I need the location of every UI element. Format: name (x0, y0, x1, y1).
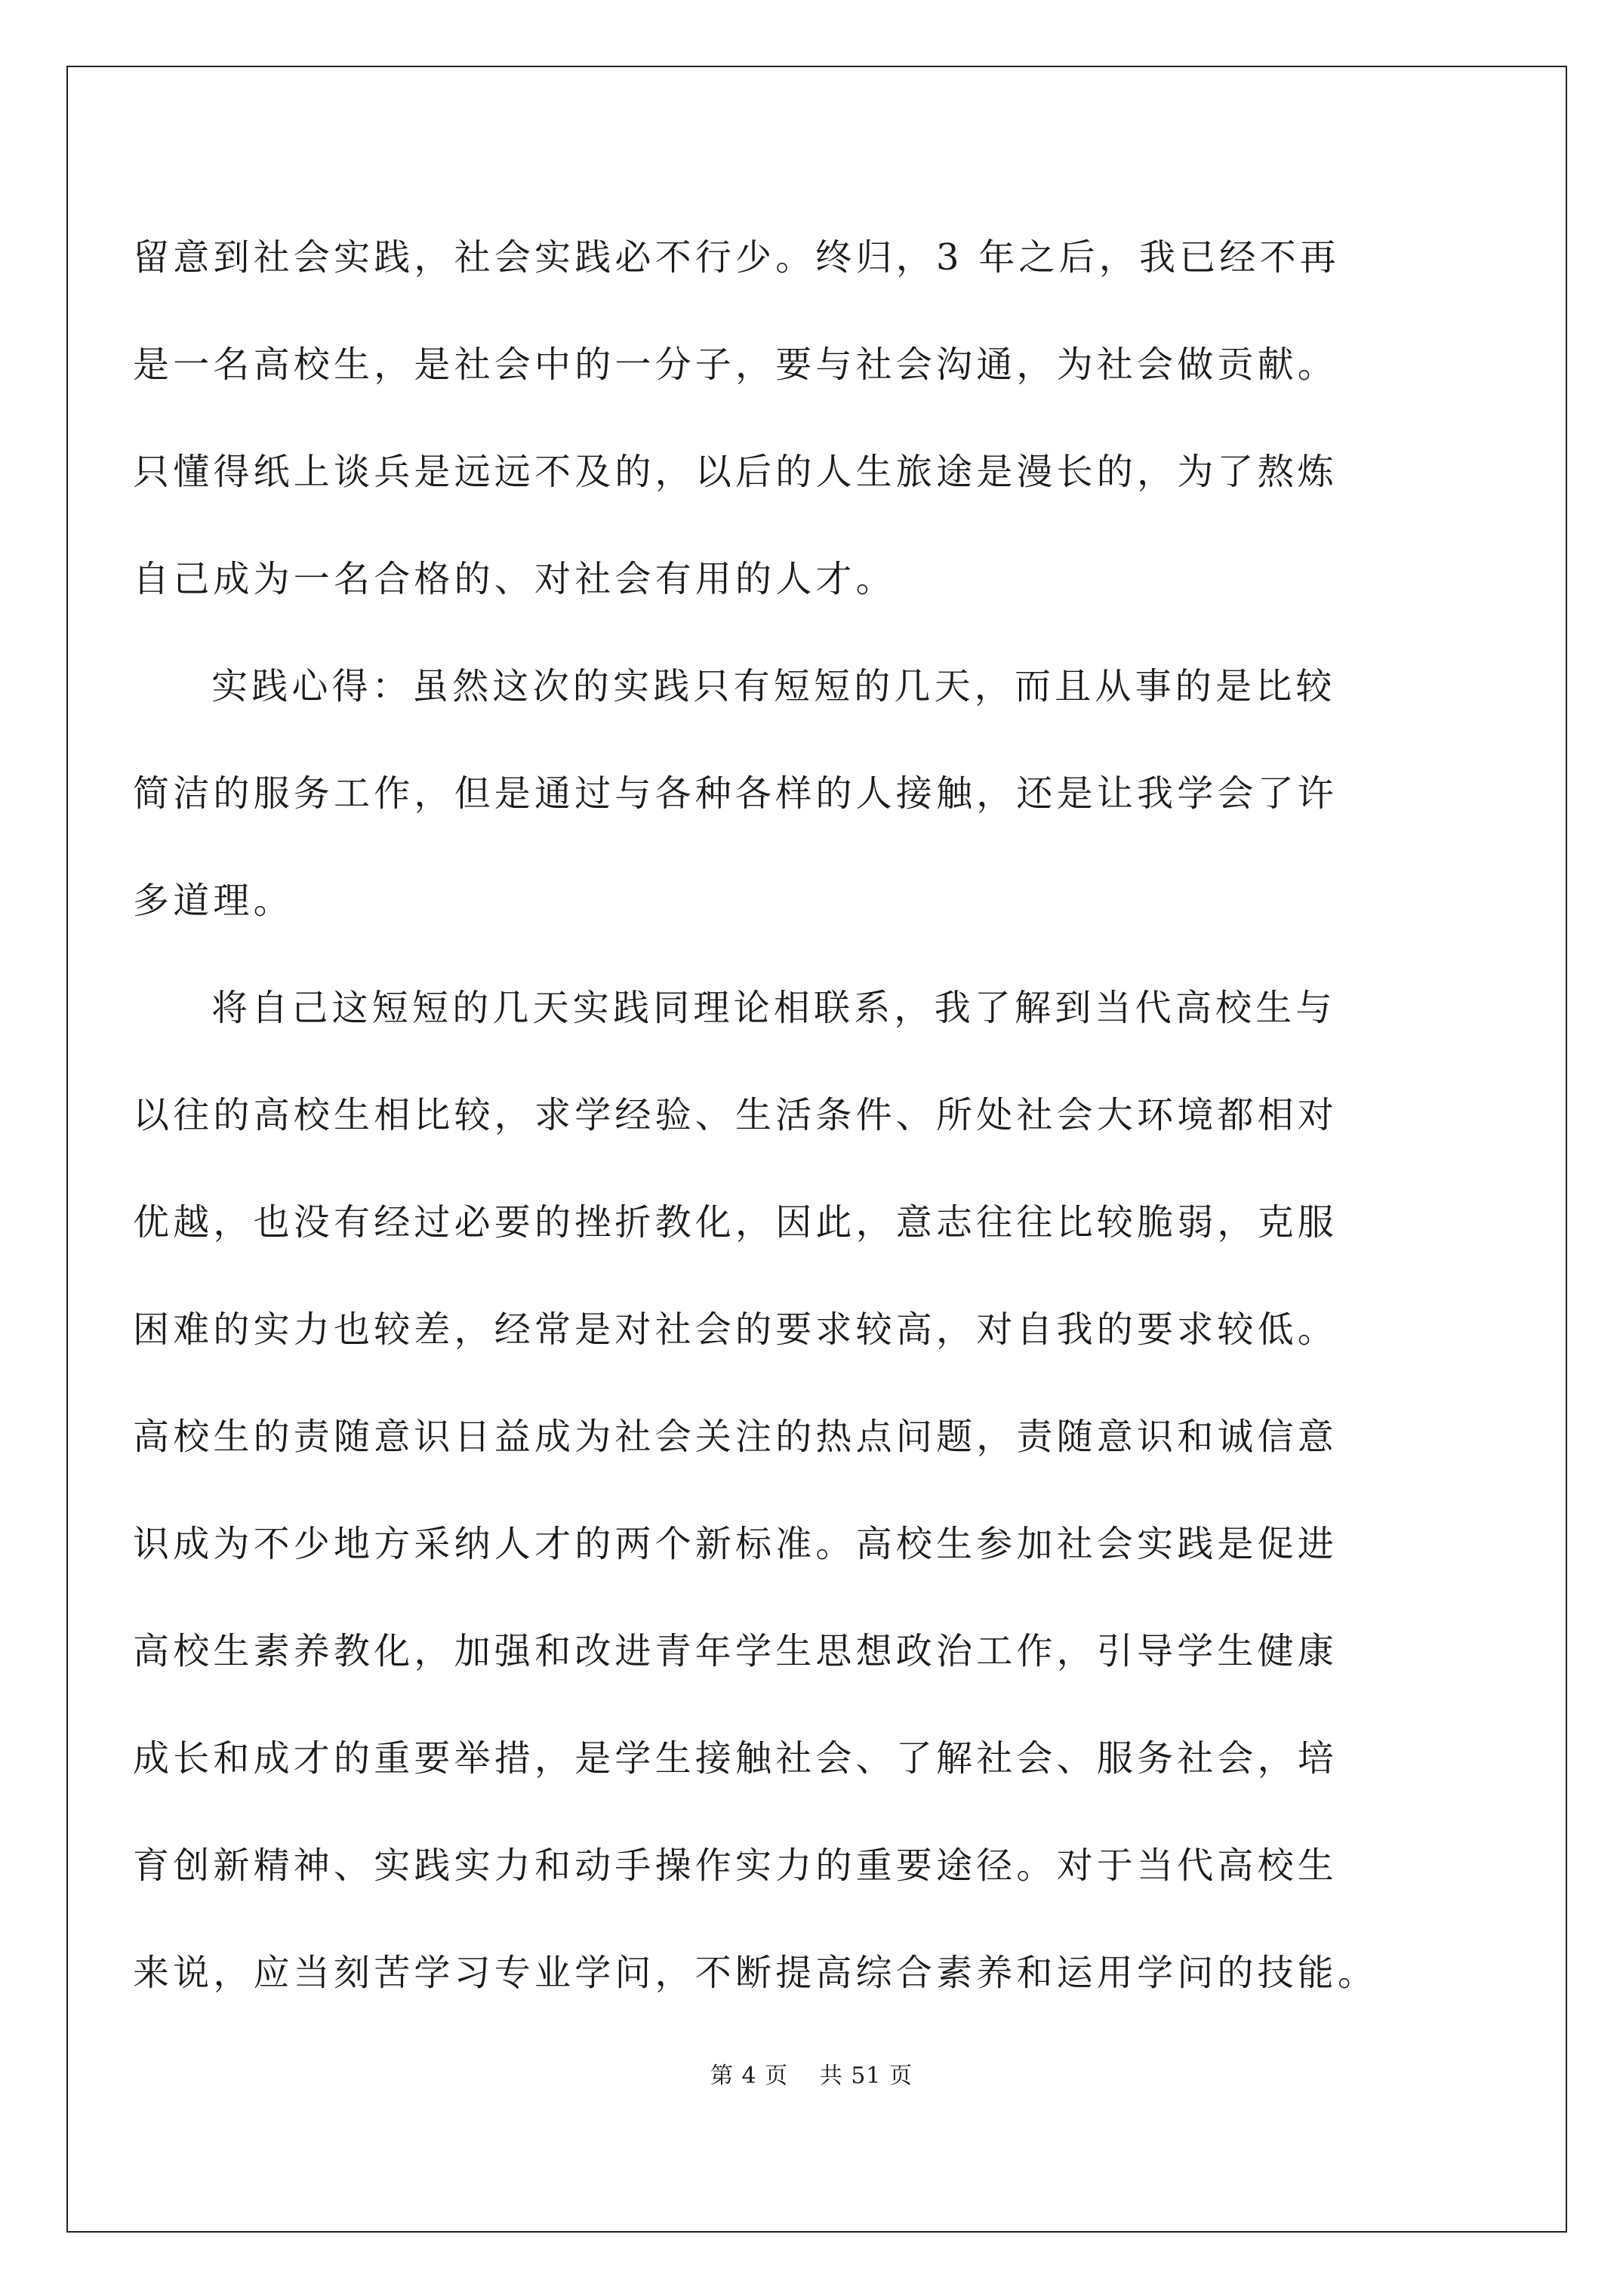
text-line: 简洁的服务工作，但是通过与各种各样的人接触，还是让我学会了许 (133, 772, 1338, 815)
text-line: 自己成为一名合格的、对社会有用的人才。 (133, 558, 896, 600)
paragraph-first-line: 将自己这短短的几天实践同理论相联系，我了解到当代高校生与 (211, 987, 1336, 1029)
text-line: 困难的实力也较差，经常是对社会的要求较高，对自我的要求较低。 (133, 1308, 1338, 1351)
text-line: 高校生素养教化，加强和改进青年学生思想政治工作，引导学生健康 (133, 1630, 1338, 1672)
text-line: 高校生的责随意识日益成为社会关注的热点问题，责随意识和诚信意 (133, 1416, 1338, 1458)
text-line: 留意到社会实践，社会实践必不行少。终归，3 年之后，我已经不再 (133, 236, 1340, 279)
text-line: 来说，应当刻苦学习专业学问，不断提高综合素养和运用学问的技能。 (133, 1952, 1378, 1994)
text-line: 优越，也没有经过必要的挫折教化，因此，意志往往比较脆弱，克服 (133, 1201, 1338, 1244)
text-line: 成长和成才的重要举措，是学生接触社会、了解社会、服务社会，培 (133, 1737, 1338, 1780)
text-line: 以往的高校生相比较，求学经验、生活条件、所处社会大环境都相对 (133, 1094, 1338, 1136)
text-line: 识成为不少地方采纳人才的两个新标准。高校生参加社会实践是促进 (133, 1523, 1338, 1565)
text-line: 育创新精神、实践实力和动手操作实力的重要途径。对于当代高校生 (133, 1845, 1338, 1887)
document-body (133, 204, 1439, 2026)
text-line: 只懂得纸上谈兵是远远不及的，以后的人生旅途是漫长的，为了熬炼 (133, 451, 1338, 493)
text-line: 多道理。 (133, 880, 294, 922)
text-line: 是一名高校生，是社会中的一分子，要与社会沟通，为社会做贡献。 (133, 344, 1338, 386)
paragraph-first-line: 实践心得：虽然这次的实践只有短短的几天，而且从事的是比较 (211, 665, 1336, 707)
page-number-footer: 第 4 页 共 51 页 (710, 2063, 913, 2089)
